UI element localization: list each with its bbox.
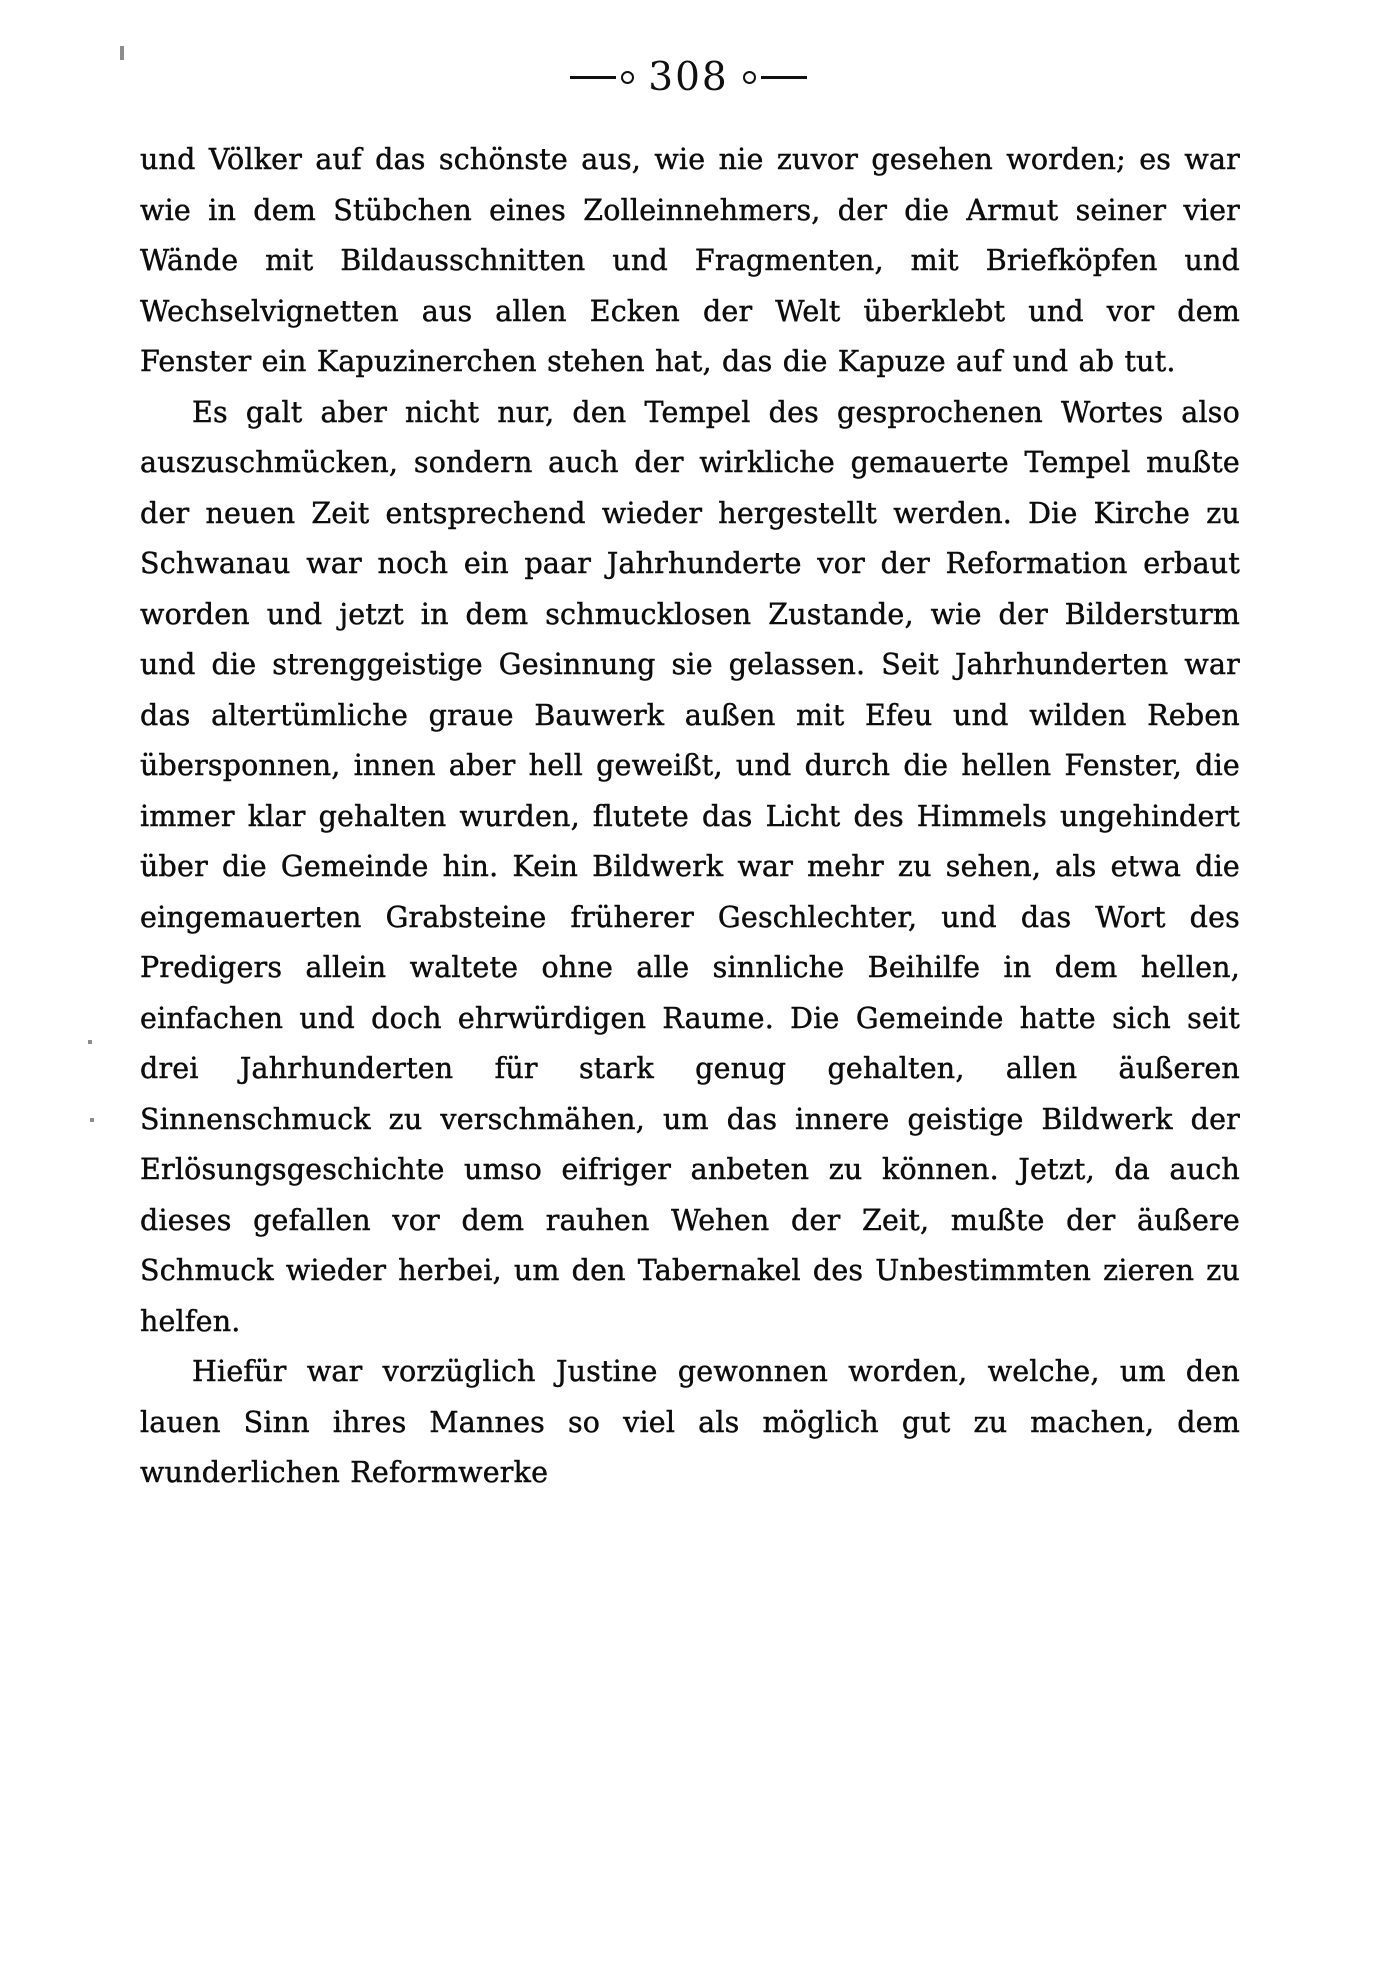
header-dot-left: [621, 71, 634, 84]
header-dot-right: [743, 71, 756, 84]
paragraph-3: Hiefür war vorzüglich Justine gewonnen worden, welche, um den lauen Sinn ihres Mannes so viel als möglich gut zu machen, dem wunderlichen Reformwerke: [140, 1355, 1240, 1489]
page-header: [0, 55, 1377, 100]
header-ornament-right: [743, 71, 807, 84]
margin-speck-mid: [88, 1040, 92, 1044]
paragraph-1: und Völker auf das schönste aus, wie nie zuvor gesehen worden; es war wie in dem Stübchen eines Zolleinnehmers, der die Armut seiner vier Wände mit Bildausschnitten und Fragmenten, mit Briefköpfen und Wechselvignetten aus allen Ecken der Welt überklebt und vor dem Fenster ein Kapuzinerchen stehen hat, das die Kapuze auf und ab tut.: [140, 143, 1240, 378]
margin-speck-lower: [90, 1118, 94, 1122]
page-body: [140, 135, 1240, 1499]
paragraph-2: Es galt aber nicht nur, den Tempel des gesprochenen Wortes also auszuschmücken, sondern auch der wirkliche gemauerte Tempel mußte der neuen Zeit entsprechend wieder hergestellt werden. Die Kirche zu Schwanau war noch ein paar Jahrhunderte vor der Reformation erbaut worden und jetzt in dem schmucklosen Zustande, wie der Bildersturm und die strenggeistige Gesinnung sie gelassen. Seit Jahrhunderten war das altertümliche graue Bauwerk außen mit Efeu und wilden Reben übersponnen, innen aber hell geweißt, und durch die hellen Fenster, die immer klar gehalten wurden, flutete das Licht des Himmels ungehindert über die Gemeinde hin. Kein Bildwerk war mehr zu sehen, als etwa die eingemauerten Grabsteine früherer Geschlechter, und das Wort des Predigers allein waltete ohne alle sinnliche Beihilfe in dem hellen, einfachen und doch ehrwürdigen Raume. Die Gemeinde hatte sich seit drei Jahrhunderten für stark genug gehalten, allen äußeren Sinnenschmuck zu verschmähen, um das innere geistige Bildwerk der Erlösungsgeschichte umso eifriger anbeten zu können. Jetzt, da auch dieses gefallen vor dem rauhen Wehen der Zeit, mußte der äußere Schmuck wieder herbei, um den Tabernakel des Unbestimmten zieren zu helfen.: [140, 395, 1240, 1338]
header-rule-left: [570, 76, 616, 79]
header-rule-right: [761, 76, 807, 79]
page-number: 308: [648, 55, 729, 100]
header-ornament-left: [570, 71, 634, 84]
